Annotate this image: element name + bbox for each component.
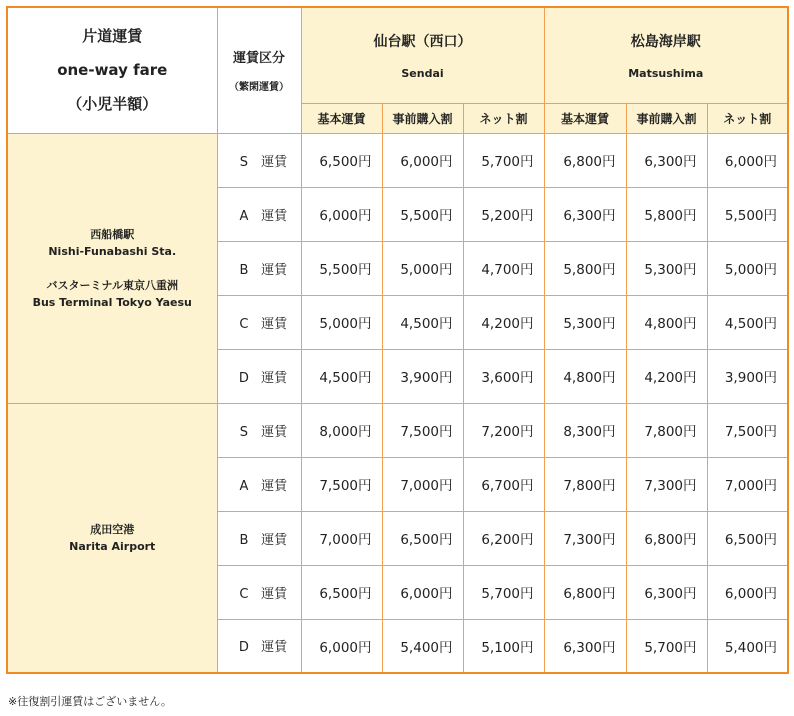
price-cell: 6,300円 [626, 565, 707, 619]
fare-class-letter: D [238, 640, 249, 656]
fare-class-cell [217, 241, 301, 295]
origin-name-line: Nishi-Funabashi Sta. [48, 244, 177, 258]
fare-class-letter: C [239, 586, 249, 602]
origin-name-line: Narita Airport [69, 539, 156, 553]
price-cell: 6,500円 [301, 133, 382, 187]
price-cell: 6,000円 [382, 565, 463, 619]
price-cell: 6,200円 [463, 511, 544, 565]
price-cell: 6,000円 [301, 619, 382, 673]
destination-header-matsushima [544, 7, 788, 103]
price-cell: 7,800円 [626, 403, 707, 457]
fare-class-letter: S [239, 154, 249, 170]
fare-class-cell [217, 295, 301, 349]
origin-cell [7, 133, 217, 403]
fare-class-cell [217, 457, 301, 511]
price-cell: 4,700円 [463, 241, 544, 295]
price-cell: 6,800円 [544, 133, 626, 187]
fare-type-net: ネット割 [463, 103, 544, 133]
fare-type-basic: 基本運賃 [301, 103, 382, 133]
price-cell: 5,100円 [463, 619, 544, 673]
price-cell: 5,000円 [382, 241, 463, 295]
price-cell: 4,800円 [626, 295, 707, 349]
price-cell: 7,000円 [382, 457, 463, 511]
price-cell: 6,300円 [544, 187, 626, 241]
price-cell: 5,300円 [626, 241, 707, 295]
title-en: one-way fare [57, 61, 168, 80]
fare-class-title: 運賃区分 [232, 51, 285, 67]
fare-class-unit: 運賃 [261, 262, 288, 278]
price-cell: 6,800円 [544, 565, 626, 619]
fare-class-letter: B [239, 262, 249, 278]
title-note: （小児半額） [67, 95, 158, 114]
fare-class-unit: 運賃 [261, 154, 288, 170]
price-cell: 7,300円 [626, 457, 707, 511]
price-cell: 6,500円 [382, 511, 463, 565]
fare-class-subtitle: （繁閑運賃） [229, 82, 289, 94]
price-cell: 4,500円 [382, 295, 463, 349]
price-cell: 7,500円 [301, 457, 382, 511]
fare-class-cell [217, 619, 301, 673]
fare-class-cell [217, 565, 301, 619]
fare-class-unit: 運賃 [261, 478, 288, 494]
fare-class-unit: 運賃 [261, 586, 288, 602]
table-row [7, 403, 788, 457]
price-cell: 5,000円 [301, 295, 382, 349]
fare-class-unit: 運賃 [261, 424, 288, 440]
price-cell: 5,700円 [626, 619, 707, 673]
fare-class-cell [217, 349, 301, 403]
table-row [7, 133, 788, 187]
price-cell: 3,900円 [707, 349, 788, 403]
destination-header-sendai [301, 7, 544, 103]
price-cell: 6,500円 [301, 565, 382, 619]
fare-class-header [217, 7, 301, 133]
price-cell: 6,300円 [626, 133, 707, 187]
price-cell: 7,200円 [463, 403, 544, 457]
price-cell: 4,500円 [301, 349, 382, 403]
price-cell: 7,800円 [544, 457, 626, 511]
origin-name-line: 成田空港 [90, 522, 135, 536]
title-jp: 片道運賃 [82, 27, 143, 46]
fare-class-letter: A [239, 208, 249, 224]
fare-class-unit: 運賃 [261, 640, 288, 656]
fare-class-letter: C [239, 316, 249, 332]
price-cell: 6,000円 [301, 187, 382, 241]
origin-name-line: バスターミナル東京八重洲 [46, 278, 178, 292]
fare-type-advance: 事前購入割 [382, 103, 463, 133]
destination-name-jp: 仙台駅（西口） [373, 33, 472, 50]
fare-class-unit: 運賃 [261, 316, 288, 332]
price-cell: 4,800円 [544, 349, 626, 403]
price-cell: 6,700円 [463, 457, 544, 511]
origin-name-line: Bus Terminal Tokyo Yaesu [32, 295, 192, 309]
price-cell: 5,400円 [707, 619, 788, 673]
table-title-cell [7, 7, 217, 133]
destination-name-en: Sendai [401, 66, 444, 80]
price-cell: 7,000円 [707, 457, 788, 511]
footnote: ※往復割引運賃はございません。 [8, 695, 172, 708]
fare-type-basic: 基本運賃 [544, 103, 626, 133]
fare-class-letter: D [238, 370, 249, 386]
fare-class-unit: 運賃 [261, 370, 288, 386]
price-cell: 8,300円 [544, 403, 626, 457]
fare-class-letter: A [239, 478, 249, 494]
fare-class-cell [217, 187, 301, 241]
price-cell: 6,500円 [707, 511, 788, 565]
price-cell: 4,200円 [463, 295, 544, 349]
price-cell: 8,000円 [301, 403, 382, 457]
price-cell: 6,000円 [382, 133, 463, 187]
fare-type-advance: 事前購入割 [626, 103, 707, 133]
price-cell: 5,500円 [382, 187, 463, 241]
fare-class-unit: 運賃 [261, 208, 288, 224]
price-cell: 7,000円 [301, 511, 382, 565]
price-cell: 4,200円 [626, 349, 707, 403]
price-cell: 6,800円 [626, 511, 707, 565]
fare-class-unit: 運賃 [261, 532, 288, 548]
price-cell: 5,700円 [463, 565, 544, 619]
fare-class-cell [217, 403, 301, 457]
price-cell: 5,700円 [463, 133, 544, 187]
price-cell: 5,800円 [626, 187, 707, 241]
price-cell: 4,500円 [707, 295, 788, 349]
price-cell: 5,200円 [463, 187, 544, 241]
price-cell: 5,500円 [707, 187, 788, 241]
fare-class-cell [217, 511, 301, 565]
fare-type-net: ネット割 [707, 103, 788, 133]
price-cell: 6,300円 [544, 619, 626, 673]
fare-table [6, 6, 789, 674]
fare-class-letter: B [239, 532, 249, 548]
fare-class-letter: S [239, 424, 249, 440]
price-cell: 6,000円 [707, 565, 788, 619]
origin-spacer [8, 260, 217, 277]
origin-name-line: 西船橋駅 [90, 227, 135, 241]
price-cell: 5,800円 [544, 241, 626, 295]
price-cell: 7,500円 [382, 403, 463, 457]
destination-name-jp: 松島海岸駅 [630, 33, 701, 50]
price-cell: 3,600円 [463, 349, 544, 403]
destination-name-en: Matsushima [628, 66, 704, 80]
origin-cell [7, 403, 217, 673]
price-cell: 5,300円 [544, 295, 626, 349]
price-cell: 5,000円 [707, 241, 788, 295]
fare-class-cell [217, 133, 301, 187]
price-cell: 5,400円 [382, 619, 463, 673]
price-cell: 7,500円 [707, 403, 788, 457]
price-cell: 7,300円 [544, 511, 626, 565]
price-cell: 5,500円 [301, 241, 382, 295]
price-cell: 6,000円 [707, 133, 788, 187]
price-cell: 3,900円 [382, 349, 463, 403]
